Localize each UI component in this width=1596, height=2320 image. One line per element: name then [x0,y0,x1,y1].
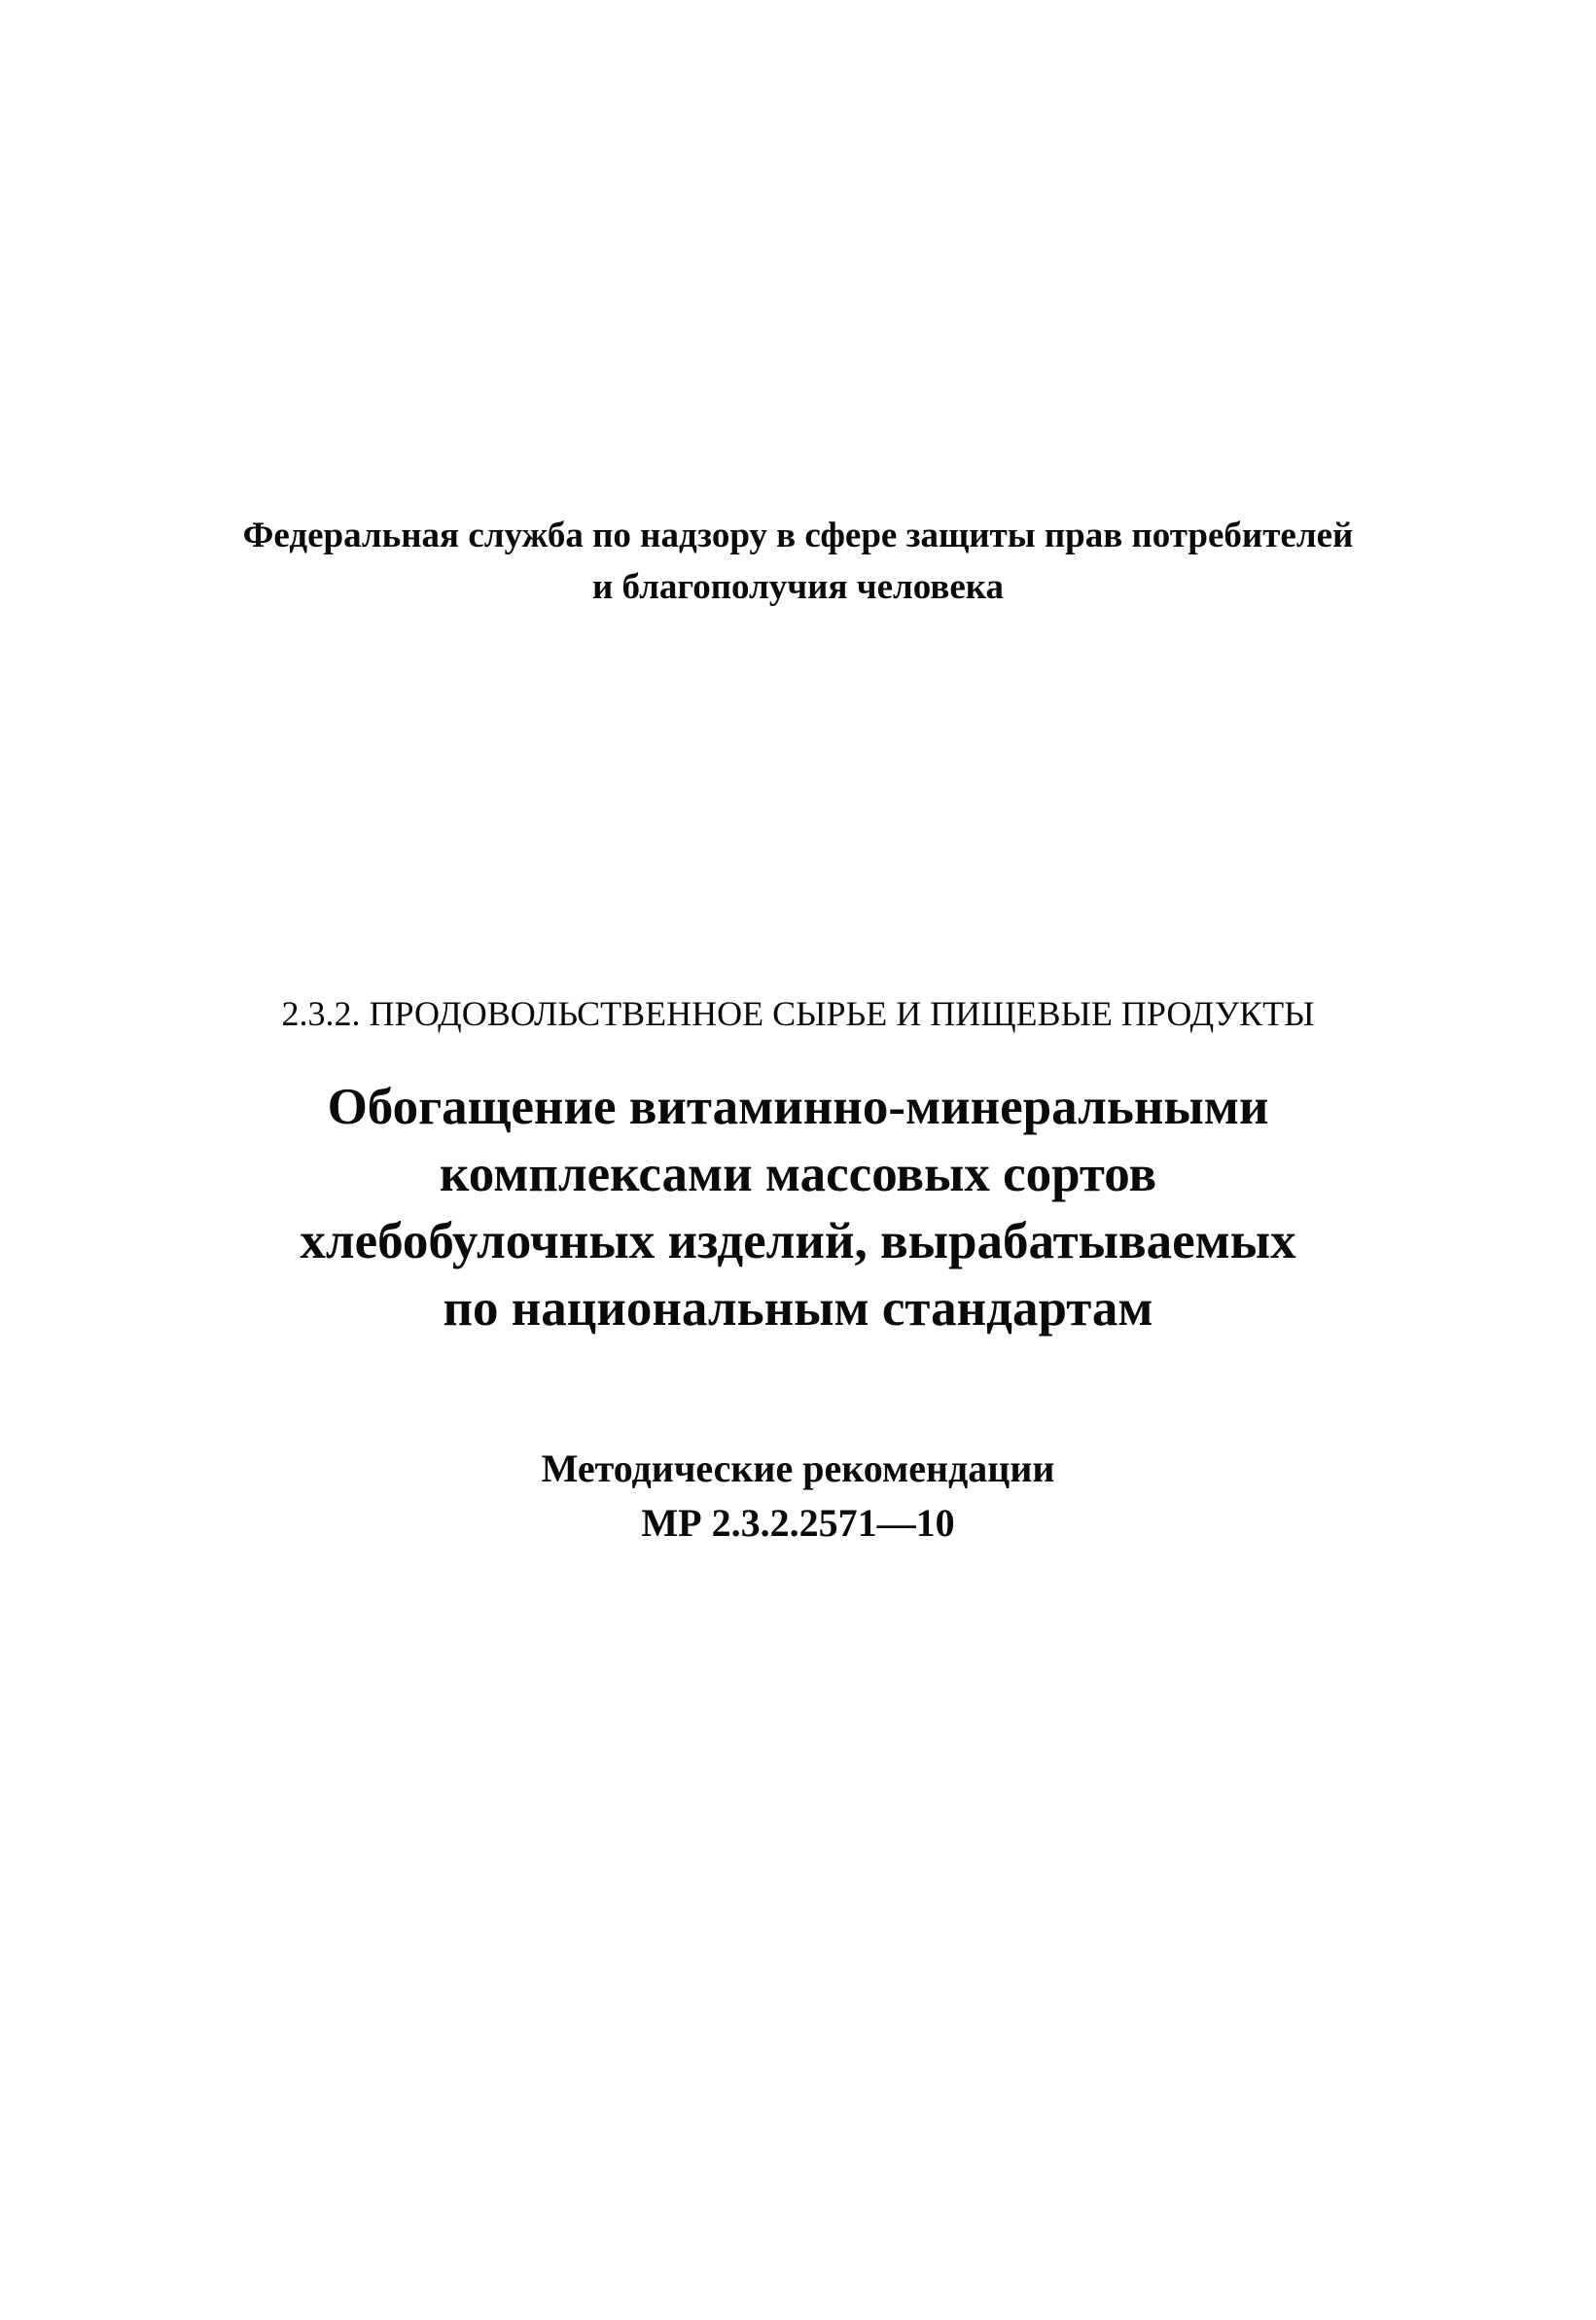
title-line-4: по национальным стандартам [443,1280,1153,1337]
title-line-3: хлебобулочных изделий, вырабатываемых [300,1213,1296,1269]
document-number: МР 2.3.2.2571—10 [641,1501,955,1545]
agency-name-line-1: Федеральная служба по надзору в сфере защиты прав потребителей [242,516,1354,555]
document-type: Методические рекомендации [541,1446,1055,1490]
title-line-2: комплексами массовых сортов [439,1146,1157,1202]
title-line-1: Обогащение витаминно-минеральными [327,1079,1269,1135]
agency-name-line-2: и благополучия человека [591,567,1005,607]
section-heading: 2.3.2. ПРОДОВОЛЬСТВЕННОЕ СЫРЬЕ И ПИЩЕВЫЕ ПРОДУКТЫ [281,994,1315,1033]
